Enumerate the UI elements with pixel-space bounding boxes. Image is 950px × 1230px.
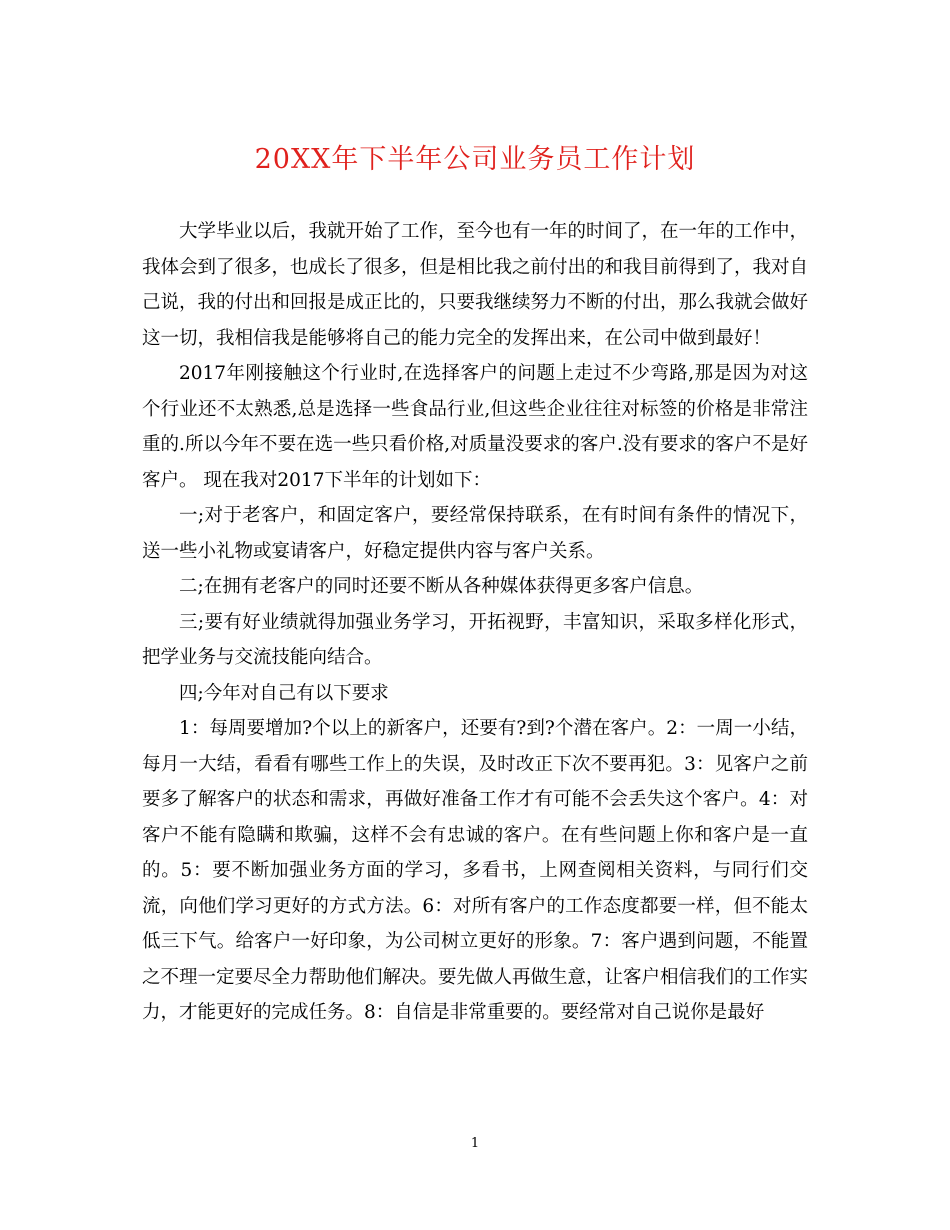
document-title: 20XX年下半年公司业务员工作计划 bbox=[254, 144, 696, 175]
paragraph-plan-1: 一;对于老客户，和固定客户，要经常保持联系，在有时间有条件的情况下，送一些小礼物或宴请客户，好稳定提供内容与客户关系。 bbox=[142, 505, 808, 562]
paragraph-2017-review: 2017年刚接触这个行业时,在选择客户的问题上走过不少弯路,那是因为对这个行业还不太熟悉,总是选择一些食品行业,但这些企业往往对标签的价格是非常注重的.所以今年不要在选一些只看价格,对质量没要求的客户.没有要求的客户不是好客户。 现在我对2017下半年的计划如下： bbox=[142, 363, 808, 491]
document-body bbox=[142, 214, 808, 1031]
page-number: 1 bbox=[470, 1136, 480, 1151]
paragraph-plan-2: 二;在拥有老客户的同时还要不断从各种媒体获得更多客户信息。 bbox=[179, 576, 704, 597]
paragraph-requirements: 1：每周要增加?个以上的新客户，还要有?到?个潜在客户。2：一周一小结，每月一大结，看看有哪些工作上的失误，及时改正下次不要再犯。3：见客户之前要多了解客户的状态和需求，再做好准备工作才有可能不会丢失这个客户。4：对客户不能有隐瞒和欺骗，这样不会有忠诚的客户。在有些问题上你和客户是一直的。5：要不断加强业务方面的学习，多看书，上网查阅相关资料，与同行们交流，向他们学习更好的方式方法。6：对所有客户的工作态度都要一样，但不能太低三下气。给客户一好印象，为公司树立更好的形象。7：客户遇到问题，不能置之不理一定要尽全力帮助他们解决。要先做人再做生意，让客户相信我们的工作实力，才能更好的完成任务。8：自信是非常重要的。要经常对自己说你是最好 bbox=[142, 718, 809, 1023]
paragraph-plan-3: 三;要有好业绩就得加强业务学习，开拓视野，丰富知识，采取多样化形式，把学业务与交流技能向结合。 bbox=[142, 611, 808, 668]
paragraph-intro: 大学毕业以后，我就开始了工作，至今也有一年的时间了，在一年的工作中，我体会到了很多，也成长了很多，但是相比我之前付出的和我目前得到了，我对自己说，我的付出和回报是成正比的，只要我继续努力不断的付出，那么我就会做好这一切，我相信我是能够将自己的能力完全的发挥出来，在公司中做到最好！ bbox=[142, 221, 809, 349]
paragraph-plan-4: 四;今年对自己有以下要求 bbox=[179, 682, 389, 704]
